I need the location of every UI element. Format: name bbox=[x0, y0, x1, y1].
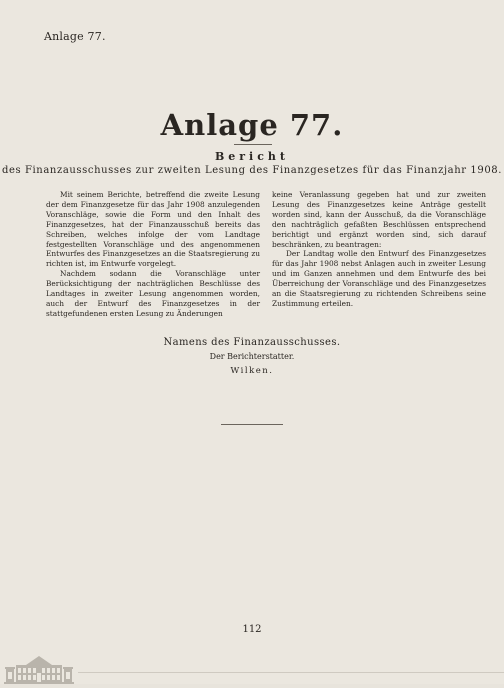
signature-name: Wilken. bbox=[230, 366, 274, 376]
page-number: 112 bbox=[242, 624, 262, 635]
left-column bbox=[46, 190, 260, 319]
paragraph: keine Veranlassung gegeben hat und zur zweiten Lesung des Finanzgesetzes keine Anträge gestellt worden sind, kann der Ausschuß, da die Voranschläge den nachträglich gefaßten Beschlüssen entsprechend berichtigt und ergänzt worden sind, sich darauf beschränken, zu beantragen: bbox=[272, 190, 486, 249]
report-subtitle: des Finanzausschusses zur zweiten Lesung des Finanzgesetzes für das Finanzjahr 1908. bbox=[1, 165, 503, 176]
library-building-logo-icon bbox=[2, 655, 76, 684]
signature-committee: Namens des Finanzausschusses. bbox=[163, 337, 341, 348]
document-title: Anlage 77. bbox=[160, 108, 344, 142]
bottom-rule bbox=[78, 672, 504, 673]
paragraph: Nachdem sodann die Voranschläge unter Berücksichtigung der nachträglichen Beschlüsse des Landtages in zweiter Lesung angenommen worden, auch der Entwurf des Finanzgesetzes in der stattgefundenen ersten Lesung zu Änderungen bbox=[46, 269, 260, 318]
title-rule bbox=[234, 144, 272, 145]
paragraph: Der Landtag wolle den Entwurf des Finanzgesetzes für das Jahr 1908 nebst Anlagen auch in zweiter Lesung und im Ganzen annehmen und dem Entwurfe des bei Überreichung der Voranschläge und des Finanzgesetzes an die Staatsregierung zu richtenden Schreibens seine Zustimmung erteilen. bbox=[272, 249, 486, 308]
report-heading: Bericht bbox=[214, 150, 290, 163]
signature-block bbox=[0, 337, 504, 376]
separator-rule bbox=[221, 424, 283, 425]
paragraph: Mit seinem Berichte, betreffend die zweite Lesung der dem Finanzgesetze für das Jahr 1908 anzulegenden Voranschläge, sowie die Form und den Inhalt des Finanzgesetzes, hat der Finanzausschuß bereits das Schreiben, welches infolge der vom Landtage festgestellten Voranschläge und des angenommenen Entwurfes des Finanzgesetzes an die Staatsregierung zu richten ist, im Entwurfe vorgelegt. bbox=[46, 190, 260, 269]
right-column bbox=[272, 190, 486, 309]
signature-role: Der Berichterstatter. bbox=[209, 352, 295, 361]
running-head: Anlage 77. bbox=[44, 30, 106, 43]
